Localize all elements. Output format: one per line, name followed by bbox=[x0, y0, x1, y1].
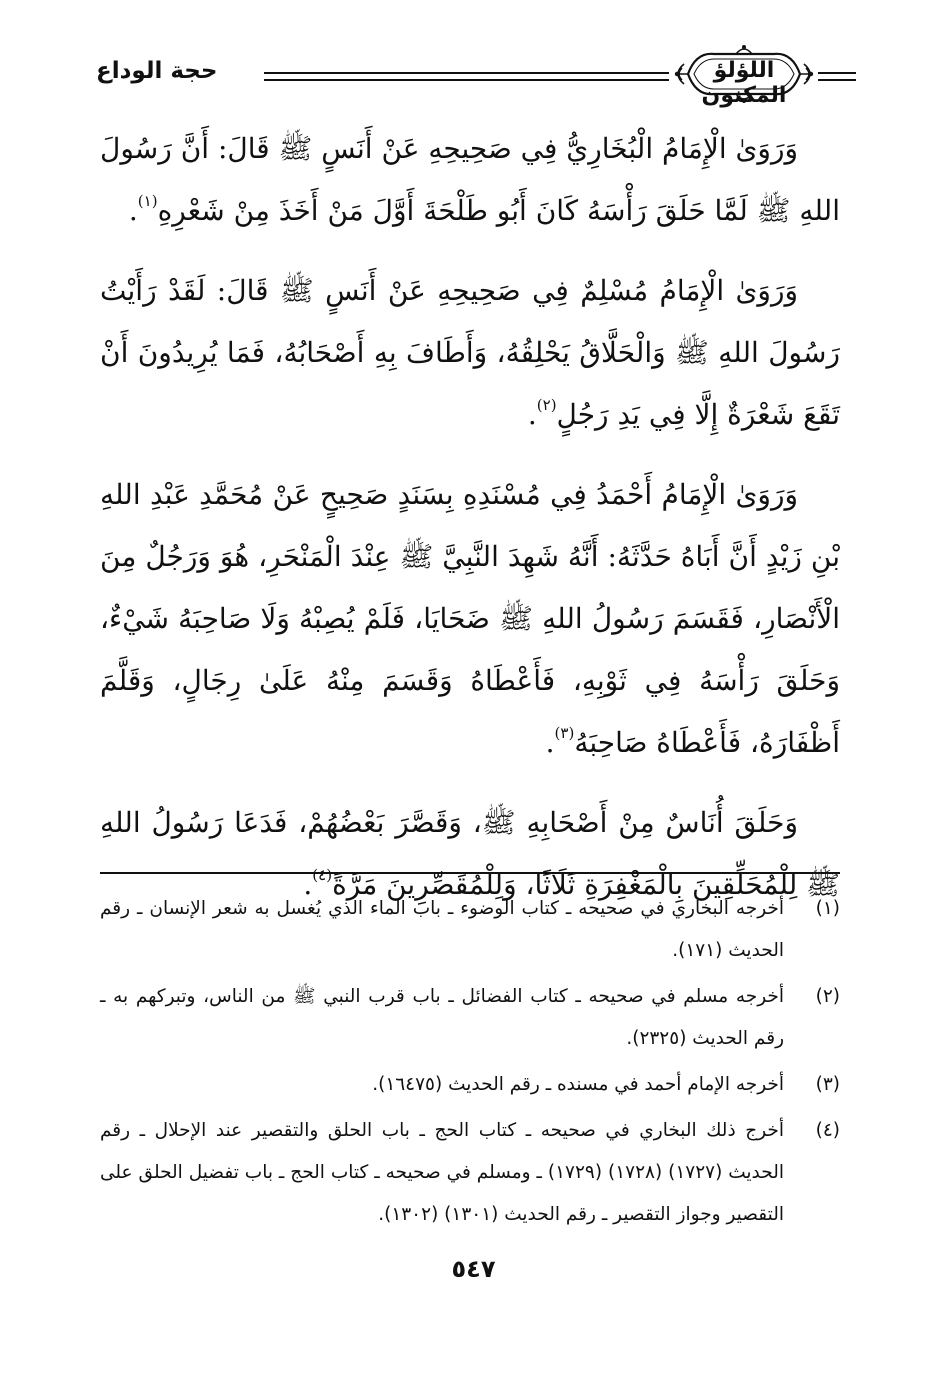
paragraph-end: . bbox=[128, 194, 138, 227]
paragraph-end: . bbox=[545, 726, 555, 759]
page-number: ٥٤٧ bbox=[451, 1255, 496, 1283]
footnote-number: (٢) bbox=[815, 986, 840, 1007]
footnote-ref-1[interactable]: (١) bbox=[137, 192, 158, 210]
header-rule-right bbox=[818, 72, 856, 81]
footnote-number: (٤) bbox=[815, 1120, 840, 1141]
footnote-text: أخرج ذلك البخاري في صحيحه ـ كتاب الحج ـ باب الحلق والتقصير عند الإحلال ـ رقم الحديث (١٧٢٧) (١٧٢٨) (١٧٢٩) ـ ومسلم في صحيحه ـ كتاب الحج ـ باب تفضيل الحلق على التقصير وجواز التقصير ـ رقم الحديث (١٣٠١) (١٣٠٢). bbox=[100, 1120, 784, 1225]
paragraph bbox=[100, 260, 840, 446]
footnote-number: (٣) bbox=[815, 1074, 840, 1095]
footnote-text: أخرجه الإمام أحمد في مسنده ـ رقم الحديث (١٦٤٧٥). bbox=[372, 1074, 784, 1095]
footnotes bbox=[100, 888, 840, 1240]
paragraph-text: وَحَلَقَ أُنَاسٌ مِنْ أَصْحَابِهِ ﷺ، وَقَصَّرَ بَعْضُهُمْ، فَدَعَا رَسُولُ اللهِ ﷺ لِلْمُحَلِّقِينَ بِالْمَغْفِرَةِ ثَلَاثًا، وَلِلْمُقَصِّرِينَ مَرَّةً bbox=[100, 806, 840, 901]
body-text bbox=[100, 118, 840, 934]
book-title-badge bbox=[674, 42, 814, 106]
paragraph bbox=[100, 118, 840, 242]
chapter-title: حجة الوداع bbox=[96, 58, 218, 84]
paragraph bbox=[100, 464, 840, 774]
paragraph-text: وَرَوَىٰ الْإِمَامُ مُسْلِمٌ فِي صَحِيحِهِ عَنْ أَنَسٍ ﷺ قَالَ: لَقَدْ رَأَيْتُ رَسُولَ اللهِ ﷺ وَالْحَلَّاقُ يَحْلِقُهُ، وَأَطَافَ بِهِ أَصْحَابُهُ، فَمَا يُرِيدُونَ أَنْ تَقَعَ شَعْرَةٌ إِلَّا فِي يَدِ رَجُلٍ bbox=[100, 274, 841, 431]
footnote-divider bbox=[100, 872, 840, 874]
footnote-item bbox=[100, 1064, 840, 1106]
footnote-text: أخرجه مسلم في صحيحه ـ كتاب الفضائل ـ باب قرب النبي ﷺ من الناس، وتبركهم به ـ رقم الحديث (٢٣٢٥). bbox=[100, 986, 784, 1049]
footnote-number: (١) bbox=[815, 898, 840, 919]
footnote-item bbox=[100, 1110, 840, 1236]
footnote-item bbox=[100, 976, 840, 1060]
paragraph-text: وَرَوَىٰ الْإِمَامُ الْبُخَارِيُّ فِي صَحِيحِهِ عَنْ أَنَسٍ ﷺ قَالَ: أَنَّ رَسُولَ اللهِ ﷺ لَمَّا حَلَقَ رَأْسَهُ كَانَ أَبُو طَلْحَةَ أَوَّلَ مَنْ أَخَذَ مِنْ شَعْرِهِ bbox=[100, 132, 840, 227]
book-title: اللؤلؤ المكنون bbox=[701, 58, 787, 108]
header-rule-middle bbox=[264, 72, 669, 81]
paragraph-end: . bbox=[303, 868, 313, 901]
footnote-ref-2[interactable]: (٢) bbox=[536, 396, 557, 414]
footnote-ref-4[interactable]: (٤) bbox=[312, 866, 333, 884]
footnote-item bbox=[100, 888, 840, 972]
paragraph-end: . bbox=[527, 398, 537, 431]
paragraph-text: وَرَوَىٰ الْإِمَامُ أَحْمَدُ فِي مُسْنَدِهِ بِسَنَدٍ صَحِيحٍ عَنْ مُحَمَّدِ عَبْدِ اللهِ بْنِ زَيْدٍ أَنَّ أَبَاهُ حَدَّثَهُ: أَنَّهُ شَهِدَ النَّبِيَّ ﷺ عِنْدَ الْمَنْحَرِ، هُوَ وَرَجُلٌ مِنَ الْأَنْصَارِ، فَقَسَمَ رَسُولُ اللهِ ﷺ ضَحَايَا، فَلَمْ يُصِبْهُ وَلَا صَاحِبَهُ شَيْءٌ، وَحَلَقَ رَأْسَهُ فِي ثَوْبِهِ، فَأَعْطَاهُ وَقَسَمَ مِنْهُ عَلَىٰ رِجَالٍ، وَقَلَّمَ أَظْفَارَهُ، فَأَعْطَاهُ صَاحِبَهُ bbox=[100, 478, 840, 759]
footnote-text: أخرجه البخاري في صحيحه ـ كتاب الوضوء ـ باب الماء الذي يُغسل به شعر الإنسان ـ رقم الحديث (١٧١). bbox=[100, 898, 784, 961]
page-header bbox=[96, 40, 856, 110]
footnote-ref-3[interactable]: (٣) bbox=[554, 724, 575, 742]
